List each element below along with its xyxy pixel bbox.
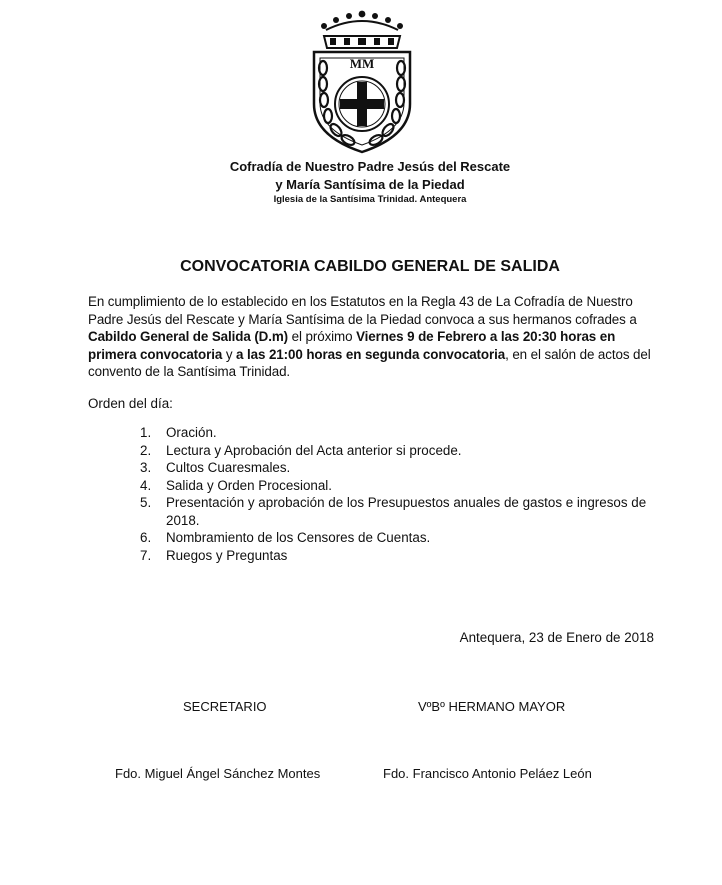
- church-address: Iglesia de la Santísima Trinidad. Antequera: [273, 194, 467, 205]
- item-text: Salida y Orden Procesional.: [166, 477, 332, 493]
- brotherhood-name: Cofradía de Nuestro Padre Jesús del Rescate: [229, 159, 511, 174]
- para-intro: En cumplimiento de lo establecido en los Estatutos en la Regla 43 de La Cofradía de Nuestro Padre Jesús del Rescate y María Santísima de la Piedad convoca a sus hermanos cofrades a: [88, 294, 637, 327]
- item-number: 4.: [140, 477, 152, 493]
- item-text: Cultos Cuaresmales.: [166, 460, 291, 475]
- secretary-signature: Fdo. Miguel Ángel Sánchez Montes: [115, 766, 321, 781]
- item-text: Presentación y aprobación de los Presupuestos anuales de gastos e ingresos de 2018.: [166, 495, 647, 528]
- list-item: [140, 494, 660, 529]
- list-item: [140, 442, 660, 460]
- list-item: [140, 529, 660, 547]
- item-text: Nombramiento de los Censores de Cuentas.: [166, 530, 431, 545]
- para-connector: el próximo: [288, 329, 357, 345]
- list-item: [140, 424, 660, 442]
- item-number: 1.: [140, 425, 152, 440]
- secretary-role: SECRETARIO: [183, 699, 267, 714]
- para-location: , en el salón de actos del convento de la Santísima Trinidad.: [88, 346, 651, 380]
- item-number: 6.: [140, 530, 152, 545]
- list-item: [140, 477, 660, 495]
- document-title: CONVOCATORIA CABILDO GENERAL DE SALIDA: [180, 258, 560, 275]
- item-number: 5.: [140, 495, 152, 510]
- agenda-label: Orden del día:: [88, 396, 173, 411]
- para-and: y: [222, 346, 237, 362]
- item-text: Oración.: [166, 425, 217, 440]
- document-date: Antequera, 23 de Enero de 2018: [459, 630, 654, 645]
- list-item: [140, 459, 660, 477]
- para-first-call: Viernes 9 de Febrero a las 20:30 horas en primera convocatoria: [88, 329, 616, 362]
- list-item: [140, 547, 660, 565]
- item-text: Ruegos y Preguntas: [166, 547, 288, 563]
- president-signature: Fdo. Francisco Antonio Peláez León: [383, 766, 592, 781]
- para-cabildo: Cabildo General de Salida (D.m): [88, 329, 289, 345]
- item-text: Lectura y Aprobación del Acta anterior si procede.: [166, 442, 462, 458]
- convocation-paragraph: [88, 293, 658, 381]
- item-number: 3.: [140, 460, 152, 475]
- item-number: 2.: [140, 442, 152, 458]
- agenda-list: [140, 424, 660, 564]
- para-second-call: a las 21:00 horas en segunda convocatoria: [236, 346, 506, 362]
- item-number: 7.: [140, 547, 152, 563]
- crest-monogram: MM: [349, 56, 375, 71]
- brotherhood-crest-logo: [302, 8, 422, 156]
- president-role: VºBº HERMANO MAYOR: [418, 699, 566, 714]
- brotherhood-name-line2: y María Santísima de la Piedad: [275, 177, 465, 192]
